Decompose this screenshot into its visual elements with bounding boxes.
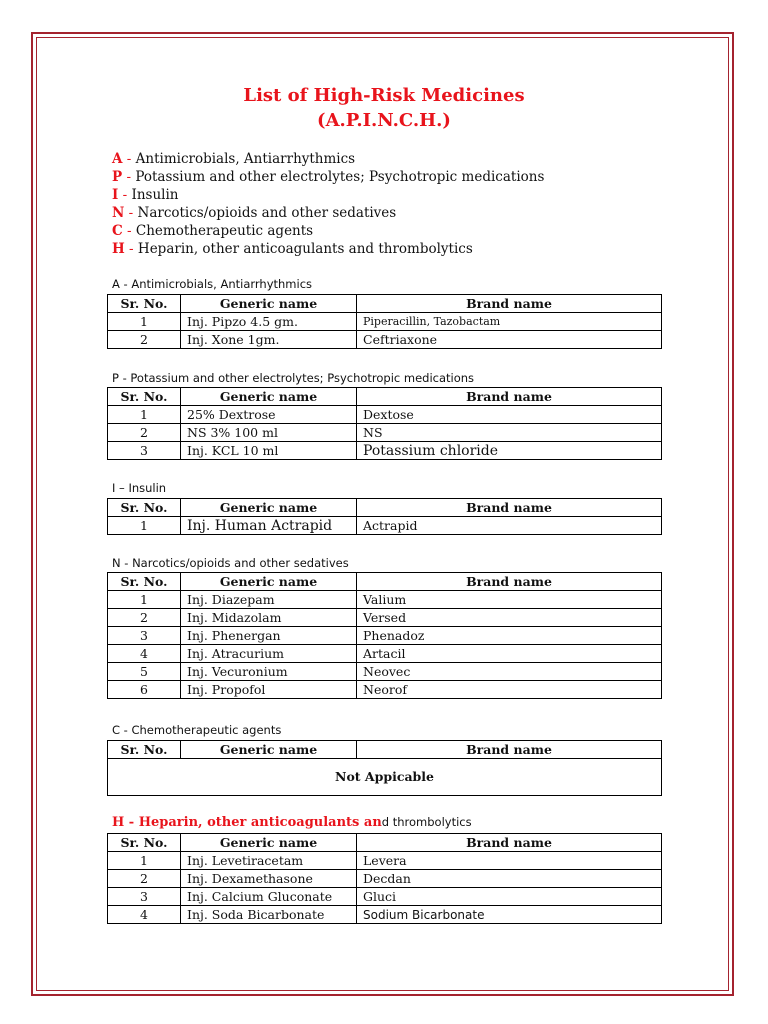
legend-item-p: P - Potassium and other electrolytes; Psychotropic medications <box>112 169 545 185</box>
legend-list <box>112 150 544 258</box>
header-brand-name: Brand name <box>357 573 662 591</box>
table-i <box>107 498 662 535</box>
cell-generic: Inj. Levetiracetam <box>181 852 357 870</box>
table-a <box>107 294 662 349</box>
cell-sr: 1 <box>108 517 181 535</box>
table-row <box>108 852 662 870</box>
cell-brand: Actrapid <box>357 517 662 535</box>
cell-sr: 3 <box>108 627 181 645</box>
cell-brand: Artacil <box>357 645 662 663</box>
cell-generic: NS 3% 100 ml <box>181 424 357 442</box>
cell-sr: 2 <box>108 609 181 627</box>
header-brand-name: Brand name <box>357 499 662 517</box>
cell-generic: Inj. Diazepam <box>181 591 357 609</box>
cell-generic: Inj. Calcium Gluconate <box>181 888 357 906</box>
cell-sr: 2 <box>108 331 181 349</box>
cell-sr: 4 <box>108 645 181 663</box>
cell-generic: Inj. Human Actrapid <box>181 517 357 535</box>
cell-sr: 1 <box>108 591 181 609</box>
cell-sr: 3 <box>108 442 181 460</box>
cell-sr: 2 <box>108 870 181 888</box>
cell-brand: Neorof <box>357 681 662 699</box>
cell-sr: 6 <box>108 681 181 699</box>
cell-brand: Sodium Bicarbonate <box>357 906 662 924</box>
cell-sr: 2 <box>108 424 181 442</box>
cell-sr: 1 <box>108 852 181 870</box>
cell-brand: Potassium chloride <box>357 442 662 460</box>
cell-brand: Phenadoz <box>357 627 662 645</box>
table-header-row <box>108 834 662 852</box>
header-sr-no: Sr. No. <box>108 834 181 852</box>
table-h <box>107 833 662 924</box>
table-row <box>108 442 662 460</box>
section-label-n: N - Narcotics/opioids and other sedatives <box>112 556 349 570</box>
table-row <box>108 627 662 645</box>
table-row <box>108 888 662 906</box>
header-generic-name: Generic name <box>181 573 357 591</box>
table-row <box>108 870 662 888</box>
cell-brand: NS <box>357 424 662 442</box>
cell-generic: Inj. KCL 10 ml <box>181 442 357 460</box>
cell-sr: 1 <box>108 406 181 424</box>
legend-item-h: H - Heparin, other anticoagulants and thrombolytics <box>112 241 473 257</box>
cell-brand: Dextose <box>357 406 662 424</box>
header-generic-name: Generic name <box>181 388 357 406</box>
header-sr-no: Sr. No. <box>108 741 181 759</box>
cell-brand: Piperacillin, Tazobactam <box>357 313 662 331</box>
cell-sr: 5 <box>108 663 181 681</box>
cell-brand: Levera <box>357 852 662 870</box>
table-row <box>108 609 662 627</box>
header-brand-name: Brand name <box>357 388 662 406</box>
table-row <box>108 313 662 331</box>
cell-generic: Inj. Xone 1gm. <box>181 331 357 349</box>
legend-item-n: N - Narcotics/opioids and other sedatives <box>112 205 397 221</box>
table-row <box>108 645 662 663</box>
cell-generic: Inj. Soda Bicarbonate <box>181 906 357 924</box>
header-brand-name: Brand name <box>357 834 662 852</box>
cell-brand: Gluci <box>357 888 662 906</box>
cell-generic: Inj. Midazolam <box>181 609 357 627</box>
table-header-row <box>108 295 662 313</box>
table-row <box>108 517 662 535</box>
cell-brand: Ceftriaxone <box>357 331 662 349</box>
cell-generic: Inj. Vecuronium <box>181 663 357 681</box>
table-header-row <box>108 741 662 759</box>
table-row <box>108 663 662 681</box>
cell-generic: Inj. Dexamethasone <box>181 870 357 888</box>
table-header-row <box>108 573 662 591</box>
header-sr-no: Sr. No. <box>108 573 181 591</box>
section-label-p: P - Potassium and other electrolytes; Psychotropic medications <box>112 371 475 385</box>
header-brand-name: Brand name <box>357 741 662 759</box>
cell-generic: Inj. Atracurium <box>181 645 357 663</box>
header-sr-no: Sr. No. <box>108 388 181 406</box>
table-row <box>108 331 662 349</box>
table-p <box>107 387 662 460</box>
page-subtitle: (A.P.I.N.C.H.) <box>317 110 451 131</box>
cell-brand: Decdan <box>357 870 662 888</box>
table-row <box>108 591 662 609</box>
legend-item-a: A - Antimicrobials, Antiarrhythmics <box>112 151 356 167</box>
table-row <box>108 759 662 796</box>
cell-generic: Inj. Pipzo 4.5 gm. <box>181 313 357 331</box>
cell-brand: Valium <box>357 591 662 609</box>
not-applicable-cell: Not Appicable <box>108 759 662 796</box>
page-title: List of High-Risk Medicines <box>243 85 525 106</box>
section-label-a: A - Antimicrobials, Antiarrhythmics <box>112 277 313 291</box>
table-row <box>108 906 662 924</box>
legend-item-i: I - Insulin <box>112 187 179 203</box>
header-generic-name: Generic name <box>181 499 357 517</box>
cell-brand: Neovec <box>357 663 662 681</box>
cell-brand: Versed <box>357 609 662 627</box>
header-sr-no: Sr. No. <box>108 295 181 313</box>
header-sr-no: Sr. No. <box>108 499 181 517</box>
table-row <box>108 406 662 424</box>
table-row <box>108 681 662 699</box>
table-header-row <box>108 499 662 517</box>
cell-generic: Inj. Propofol <box>181 681 357 699</box>
section-label-h: H - Heparin, other anticoagulants and thrombolytics <box>112 815 472 830</box>
section-label-i: I – Insulin <box>112 481 167 495</box>
cell-sr: 1 <box>108 313 181 331</box>
header-generic-name: Generic name <box>181 741 357 759</box>
table-header-row <box>108 388 662 406</box>
cell-sr: 3 <box>108 888 181 906</box>
cell-generic: 25% Dextrose <box>181 406 357 424</box>
table-c <box>107 740 662 796</box>
table-n <box>107 572 662 699</box>
cell-sr: 4 <box>108 906 181 924</box>
header-brand-name: Brand name <box>357 295 662 313</box>
section-label-c: C - Chemotherapeutic agents <box>112 723 282 737</box>
table-row <box>108 424 662 442</box>
legend-item-c: C - Chemotherapeutic agents <box>112 223 314 239</box>
header-generic-name: Generic name <box>181 834 357 852</box>
header-generic-name: Generic name <box>181 295 357 313</box>
cell-generic: Inj. Phenergan <box>181 627 357 645</box>
